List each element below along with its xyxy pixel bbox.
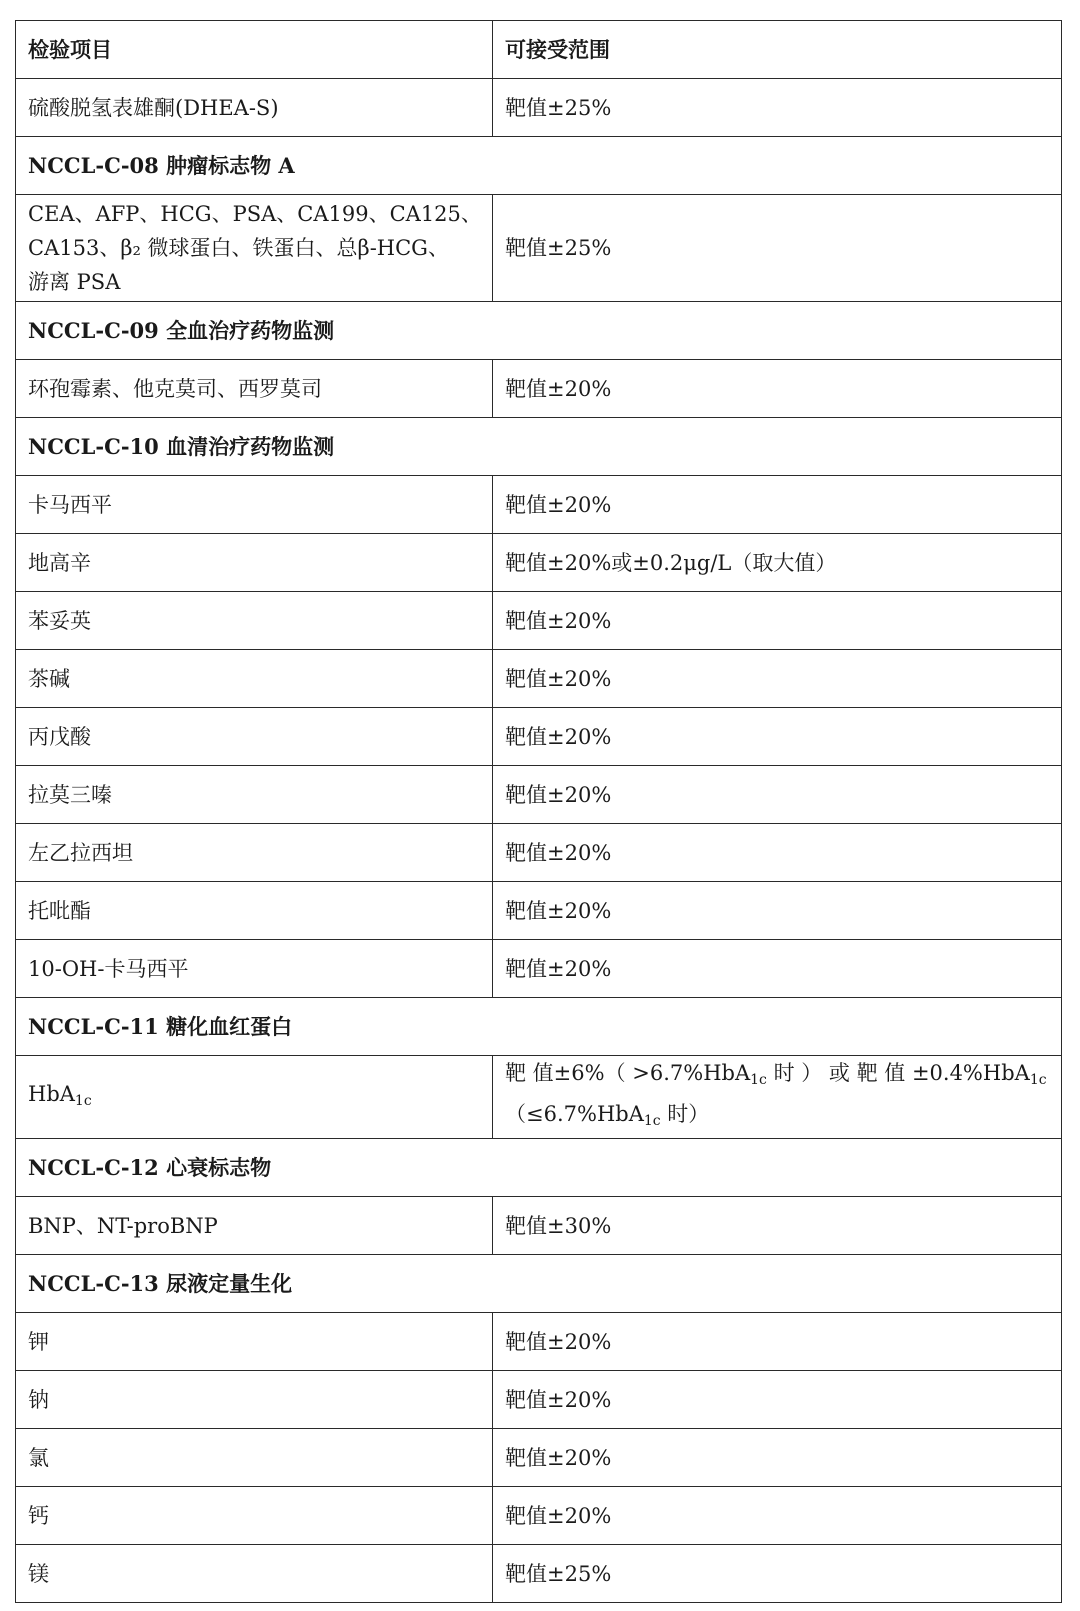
table-row — [16, 1545, 1062, 1603]
range-cell: 靶值±25% — [493, 1545, 1062, 1603]
table-row — [16, 1056, 1062, 1139]
table-row — [16, 882, 1062, 940]
table-row — [16, 360, 1062, 418]
item-cell — [16, 1056, 493, 1139]
table-row — [16, 534, 1062, 592]
item-cell: 10-OH-卡马西平 — [16, 940, 493, 998]
table-body — [16, 21, 1062, 1603]
range-cell: 靶值±25% — [493, 195, 1062, 302]
table-row — [16, 79, 1062, 137]
section-row — [16, 302, 1062, 360]
item-cell: 卡马西平 — [16, 476, 493, 534]
range-text: 时 ） 或 靶 值 ±0.4%HbA — [766, 1061, 1030, 1085]
table-row — [16, 1313, 1062, 1371]
item-cell: 硫酸脱氢表雄酮(DHEA-S) — [16, 79, 493, 137]
table-row — [16, 708, 1062, 766]
range-text: 靶 值±6%（ >6.7%HbA — [505, 1061, 751, 1085]
range-cell: 靶值±20% — [493, 766, 1062, 824]
table-row — [16, 1197, 1062, 1255]
section-row — [16, 137, 1062, 195]
acceptance-range-table — [15, 20, 1062, 1603]
table-row — [16, 766, 1062, 824]
range-cell: 靶值±20% — [493, 1313, 1062, 1371]
section-title: NCCL-C-08 肿瘤标志物 A — [16, 137, 1062, 195]
item-cell: 钠 — [16, 1371, 493, 1429]
item-cell: 苯妥英 — [16, 592, 493, 650]
range-text: 时） — [660, 1102, 710, 1126]
header-item: 检验项目 — [16, 21, 493, 79]
range-text: （≤6.7%HbA — [505, 1102, 644, 1126]
range-cell: 靶值±20% — [493, 708, 1062, 766]
item-cell: BNP、NT-proBNP — [16, 1197, 493, 1255]
item-cell: 地高辛 — [16, 534, 493, 592]
item-cell: 左乙拉西坦 — [16, 824, 493, 882]
range-cell: 靶值±30% — [493, 1197, 1062, 1255]
header-range: 可接受范围 — [493, 21, 1062, 79]
range-cell: 靶值±20% — [493, 1371, 1062, 1429]
item-cell: 丙戊酸 — [16, 708, 493, 766]
item-cell: 茶碱 — [16, 650, 493, 708]
range-line-2 — [505, 1097, 1061, 1138]
range-subscript: 1c — [750, 1072, 767, 1088]
item-cell: 氯 — [16, 1429, 493, 1487]
table-row — [16, 1429, 1062, 1487]
range-cell: 靶值±25% — [493, 79, 1062, 137]
section-row — [16, 1255, 1062, 1313]
section-title: NCCL-C-13 尿液定量生化 — [16, 1255, 1062, 1313]
range-subscript: 1c — [643, 1113, 661, 1129]
range-cell: 靶值±20% — [493, 1487, 1062, 1545]
item-line: 游离 PSA — [28, 270, 121, 294]
section-row — [16, 998, 1062, 1056]
table-row — [16, 592, 1062, 650]
table-row — [16, 1487, 1062, 1545]
table-row — [16, 195, 1062, 302]
range-cell — [493, 1056, 1062, 1139]
section-title: NCCL-C-11 糖化血红蛋白 — [16, 998, 1062, 1056]
table-header-row — [16, 21, 1062, 79]
table-row — [16, 1371, 1062, 1429]
range-cell: 靶值±20% — [493, 592, 1062, 650]
range-line-1 — [505, 1056, 1061, 1097]
item-cell: 钾 — [16, 1313, 493, 1371]
range-cell: 靶值±20% — [493, 824, 1062, 882]
range-cell: 靶值±20% — [493, 1429, 1062, 1487]
section-row — [16, 418, 1062, 476]
table-row — [16, 650, 1062, 708]
table-row — [16, 824, 1062, 882]
item-main: HbA — [28, 1081, 75, 1106]
section-title: NCCL-C-10 血清治疗药物监测 — [16, 418, 1062, 476]
table-row — [16, 476, 1062, 534]
range-cell: 靶值±20% — [493, 360, 1062, 418]
range-cell: 靶值±20%或±0.2μg/L（取大值） — [493, 534, 1062, 592]
section-row — [16, 1139, 1062, 1197]
item-cell: 镁 — [16, 1545, 493, 1603]
item-line: CEA、AFP、HCG、PSA、CA199、CA125、 — [28, 202, 482, 226]
item-cell: 钙 — [16, 1487, 493, 1545]
item-subscript: 1c — [74, 1092, 92, 1109]
item-line: CA153、β₂ 微球蛋白、铁蛋白、总β-HCG、 — [28, 236, 449, 260]
range-cell: 靶值±20% — [493, 650, 1062, 708]
range-cell: 靶值±20% — [493, 882, 1062, 940]
table-row — [16, 940, 1062, 998]
range-cell: 靶值±20% — [493, 476, 1062, 534]
item-cell: 托吡酯 — [16, 882, 493, 940]
item-cell: 拉莫三嗪 — [16, 766, 493, 824]
section-title: NCCL-C-09 全血治疗药物监测 — [16, 302, 1062, 360]
range-cell: 靶值±20% — [493, 940, 1062, 998]
range-subscript: 1c — [1029, 1072, 1047, 1088]
item-cell: 环孢霉素、他克莫司、西罗莫司 — [16, 360, 493, 418]
item-cell — [16, 195, 493, 302]
section-title: NCCL-C-12 心衰标志物 — [16, 1139, 1062, 1197]
